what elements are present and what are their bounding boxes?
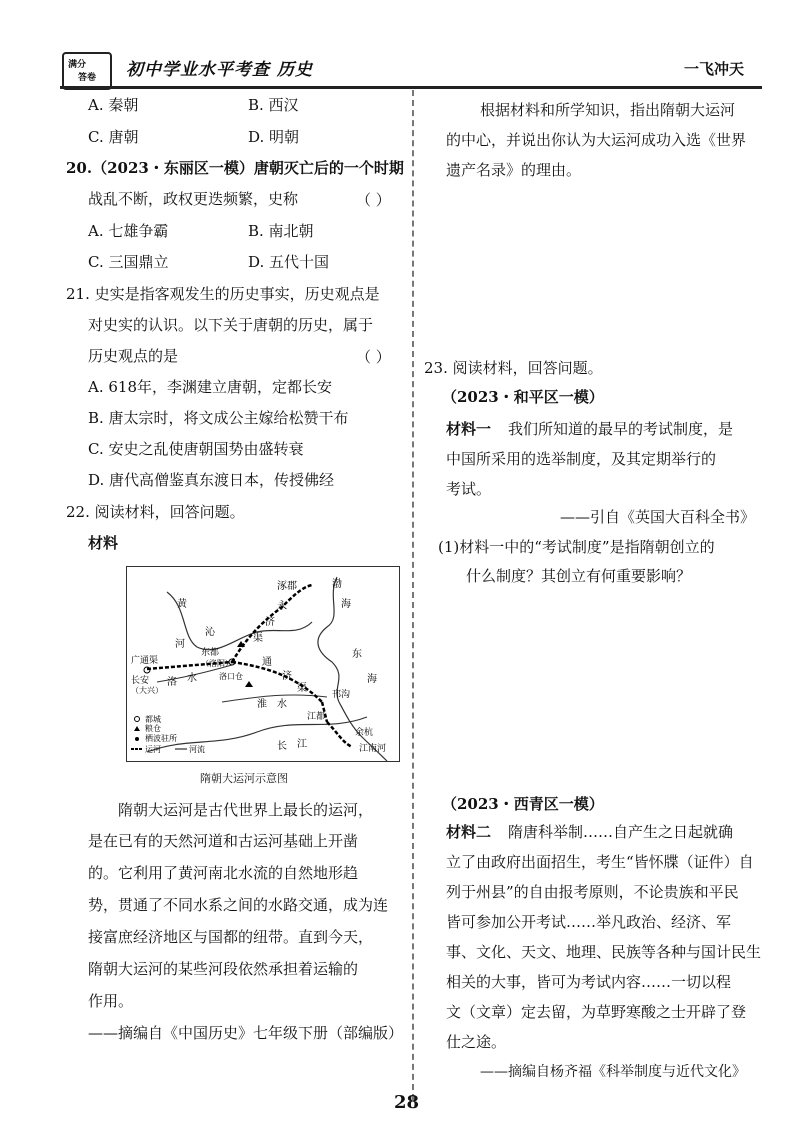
label-ji: 济 [265, 617, 275, 628]
q21-answer-paren: （ ） [356, 348, 391, 366]
q21-stem-line1: 21. 史实是指客观发生的历史事实，历史观点是 [66, 285, 380, 303]
q22-material-label: 材料 [88, 534, 119, 552]
label-ji2: 济 [282, 671, 292, 682]
header-rule [60, 86, 762, 89]
label-jiangnan: 江南河 [359, 744, 387, 754]
material2-line6: 相关的大事，皆可为考试内容……一切以程 [446, 973, 732, 991]
material2-source: ——摘编自杨齐福《科举制度与近代文化》 [480, 1064, 746, 1080]
q22-question-line2: 的中心，并说出你认为大运河成功入选《世界 [446, 131, 747, 149]
material1-line1: 我们所知道的最早的考试制度，是 [508, 420, 734, 438]
label-yuhang: 余杭 [355, 728, 374, 738]
label-hangou: 邗沟 [332, 690, 351, 700]
label-qu: 渠 [253, 633, 263, 644]
label-luoyang: （洛阳） [201, 659, 233, 668]
legend-station: 栖波驻所 [145, 734, 177, 743]
column-divider [412, 90, 414, 1100]
label-jiang: 江 [297, 739, 307, 750]
material1-label: 材料一 [446, 420, 492, 438]
q23-1-line2: 什么制度？其创立有何重要影响？ [466, 567, 692, 585]
q21-option-d: D. 唐代高僧鉴真东渡日本，传授佛经 [88, 471, 335, 489]
q21-stem-line3: 历史观点的是 [88, 347, 179, 365]
q20-option-a: A. 七雄争霸 [88, 222, 169, 240]
legend-granary: 粮仓 [145, 724, 161, 733]
label-he: 河 [175, 639, 185, 650]
q22-para-line1: 隋朝大运河是古代世界上最长的运河， [118, 801, 374, 819]
label-zhuojun: 涿郡 [277, 581, 297, 592]
q23-tag-xiqing: （2023・西青区一模） [442, 795, 604, 813]
q21-stem-line2: 对史实的认识。以下关于唐朝的历史，属于 [88, 316, 374, 334]
label-luokou: 洛口仓 [219, 672, 243, 681]
material2-line3: 列于州县”的自由报考原则，不论贵族和平民 [446, 883, 739, 901]
q21-option-a: A. 618年，李渊建立唐朝，定都长安 [88, 378, 333, 396]
q20-answer-paren: （ ） [356, 191, 391, 209]
q22-para-line3: 的。它利用了黄河南北水流的自然地形趋 [88, 864, 359, 882]
page-number: 28 [394, 1092, 420, 1113]
book-title: 初中学业水平考查 历史 [126, 60, 313, 80]
map-caption: 隋朝大运河示意图 [200, 772, 288, 785]
q23-stem: 23. 阅读材料，回答问题。 [424, 359, 603, 377]
label-tong: 通 [262, 657, 272, 668]
q19-option-d: D. 明朝 [248, 128, 300, 146]
grand-canal-map [126, 566, 400, 762]
q22-source: ——摘编自《中国历史》七年级下册（部编版） [88, 1024, 404, 1042]
material2-line1: 隋唐科举制……自产生之日起就确 [508, 823, 734, 841]
label-dong: 东 [352, 649, 362, 660]
q22-question-line3: 遗产名录》的理由。 [446, 161, 582, 179]
label-daxing: （大兴） [131, 686, 163, 695]
material2-line8: 仕之途。 [446, 1033, 507, 1051]
q19-option-b: B. 西汉 [248, 96, 299, 114]
brand-name: 一飞冲天 [684, 60, 745, 78]
label-bo: 渤 [332, 579, 342, 590]
label-huang: 黄 [177, 599, 187, 610]
q20-stem-line2: 战乱不断，政权更迭频繁，史称 [88, 190, 299, 208]
legend-canal: 运河 [145, 745, 161, 754]
material1-source: ——引自《英国大百科全书》 [560, 508, 756, 526]
material2-line7: 文（文章）定去留，为草野寒酸之士开辟了登 [446, 1003, 747, 1021]
material2-label: 材料二 [446, 823, 492, 841]
label-donghai-hai: 海 [367, 674, 377, 685]
label-dongdu: 东都 [201, 648, 220, 658]
material2-line4: 皆可参加公开考试……举凡政治、经济、军 [446, 913, 732, 931]
q21-option-c: C. 安史之乱使唐朝国势由盛转衰 [88, 440, 304, 458]
label-jiangdu: 江都 [307, 712, 326, 722]
label-qin: 沁 [205, 627, 215, 638]
label-changan: 长安 [131, 676, 150, 686]
q20-option-b: B. 南北朝 [248, 222, 314, 240]
q22-para-line7: 作用。 [88, 992, 134, 1010]
q23-tag-heping: （2023・和平区一模） [442, 388, 604, 406]
q20-option-c: C. 三国鼎立 [88, 253, 169, 271]
q22-para-line4: 势，贯通了不同水系之间的水路交通，成为连 [88, 896, 389, 914]
q21-option-b: B. 唐太宗时，将文成公主嫁给松赞干布 [88, 409, 349, 427]
material1-line3: 考试。 [446, 480, 492, 498]
material2-line5: 事、文化、天文、地理、民族等各种与国计民生 [446, 943, 762, 961]
label-shui: 水 [187, 673, 197, 684]
q20-option-d: D. 五代十国 [248, 253, 330, 271]
q22-para-line5: 接富庶经济地区与国都的纽带。直到今天， [88, 928, 374, 946]
q23-1-line1: (1)材料一中的“考试制度”是指隋朝创立的 [438, 538, 715, 556]
label-qu2: 渠 [297, 683, 307, 694]
legend-river: 河流 [189, 745, 205, 754]
label-guangtong: 广通渠 [131, 656, 159, 666]
q22-stem: 22. 阅读材料，回答问题。 [66, 503, 245, 521]
label-hai: 海 [341, 599, 351, 610]
q22-question-line1: 根据材料和所学知识，指出隋朝大运河 [480, 101, 736, 119]
label-yong: 永 [277, 601, 287, 612]
label-chang: 长 [277, 741, 287, 752]
logo-top-text: 满分 [68, 60, 87, 70]
label-huai: 淮 [257, 699, 267, 710]
label-luo: 洛 [167, 677, 177, 688]
material1-line2: 中国所采用的选举制度，及其定期举行的 [446, 450, 717, 468]
q20-stem-line1: 20.（2023・东丽区一模）唐朝灭亡后的一个时期 [66, 159, 404, 177]
material2-line2: 立了由政府出面招生，考生“皆怀牒（证件）自 [446, 853, 754, 871]
logo-bottom-text: 答卷 [78, 73, 97, 83]
label-shui2: 水 [277, 699, 287, 710]
q19-option-c: C. 唐朝 [88, 128, 139, 146]
legend-capital: 都城 [145, 715, 161, 724]
q22-para-line6: 隋朝大运河的某些河段依然承担着运输的 [88, 960, 359, 978]
header-logo [62, 52, 112, 90]
q19-option-a: A. 秦朝 [88, 96, 139, 114]
q22-para-line2: 是在已有的天然河道和古运河基础上开凿 [88, 832, 359, 850]
legend-station-icon [135, 737, 139, 741]
